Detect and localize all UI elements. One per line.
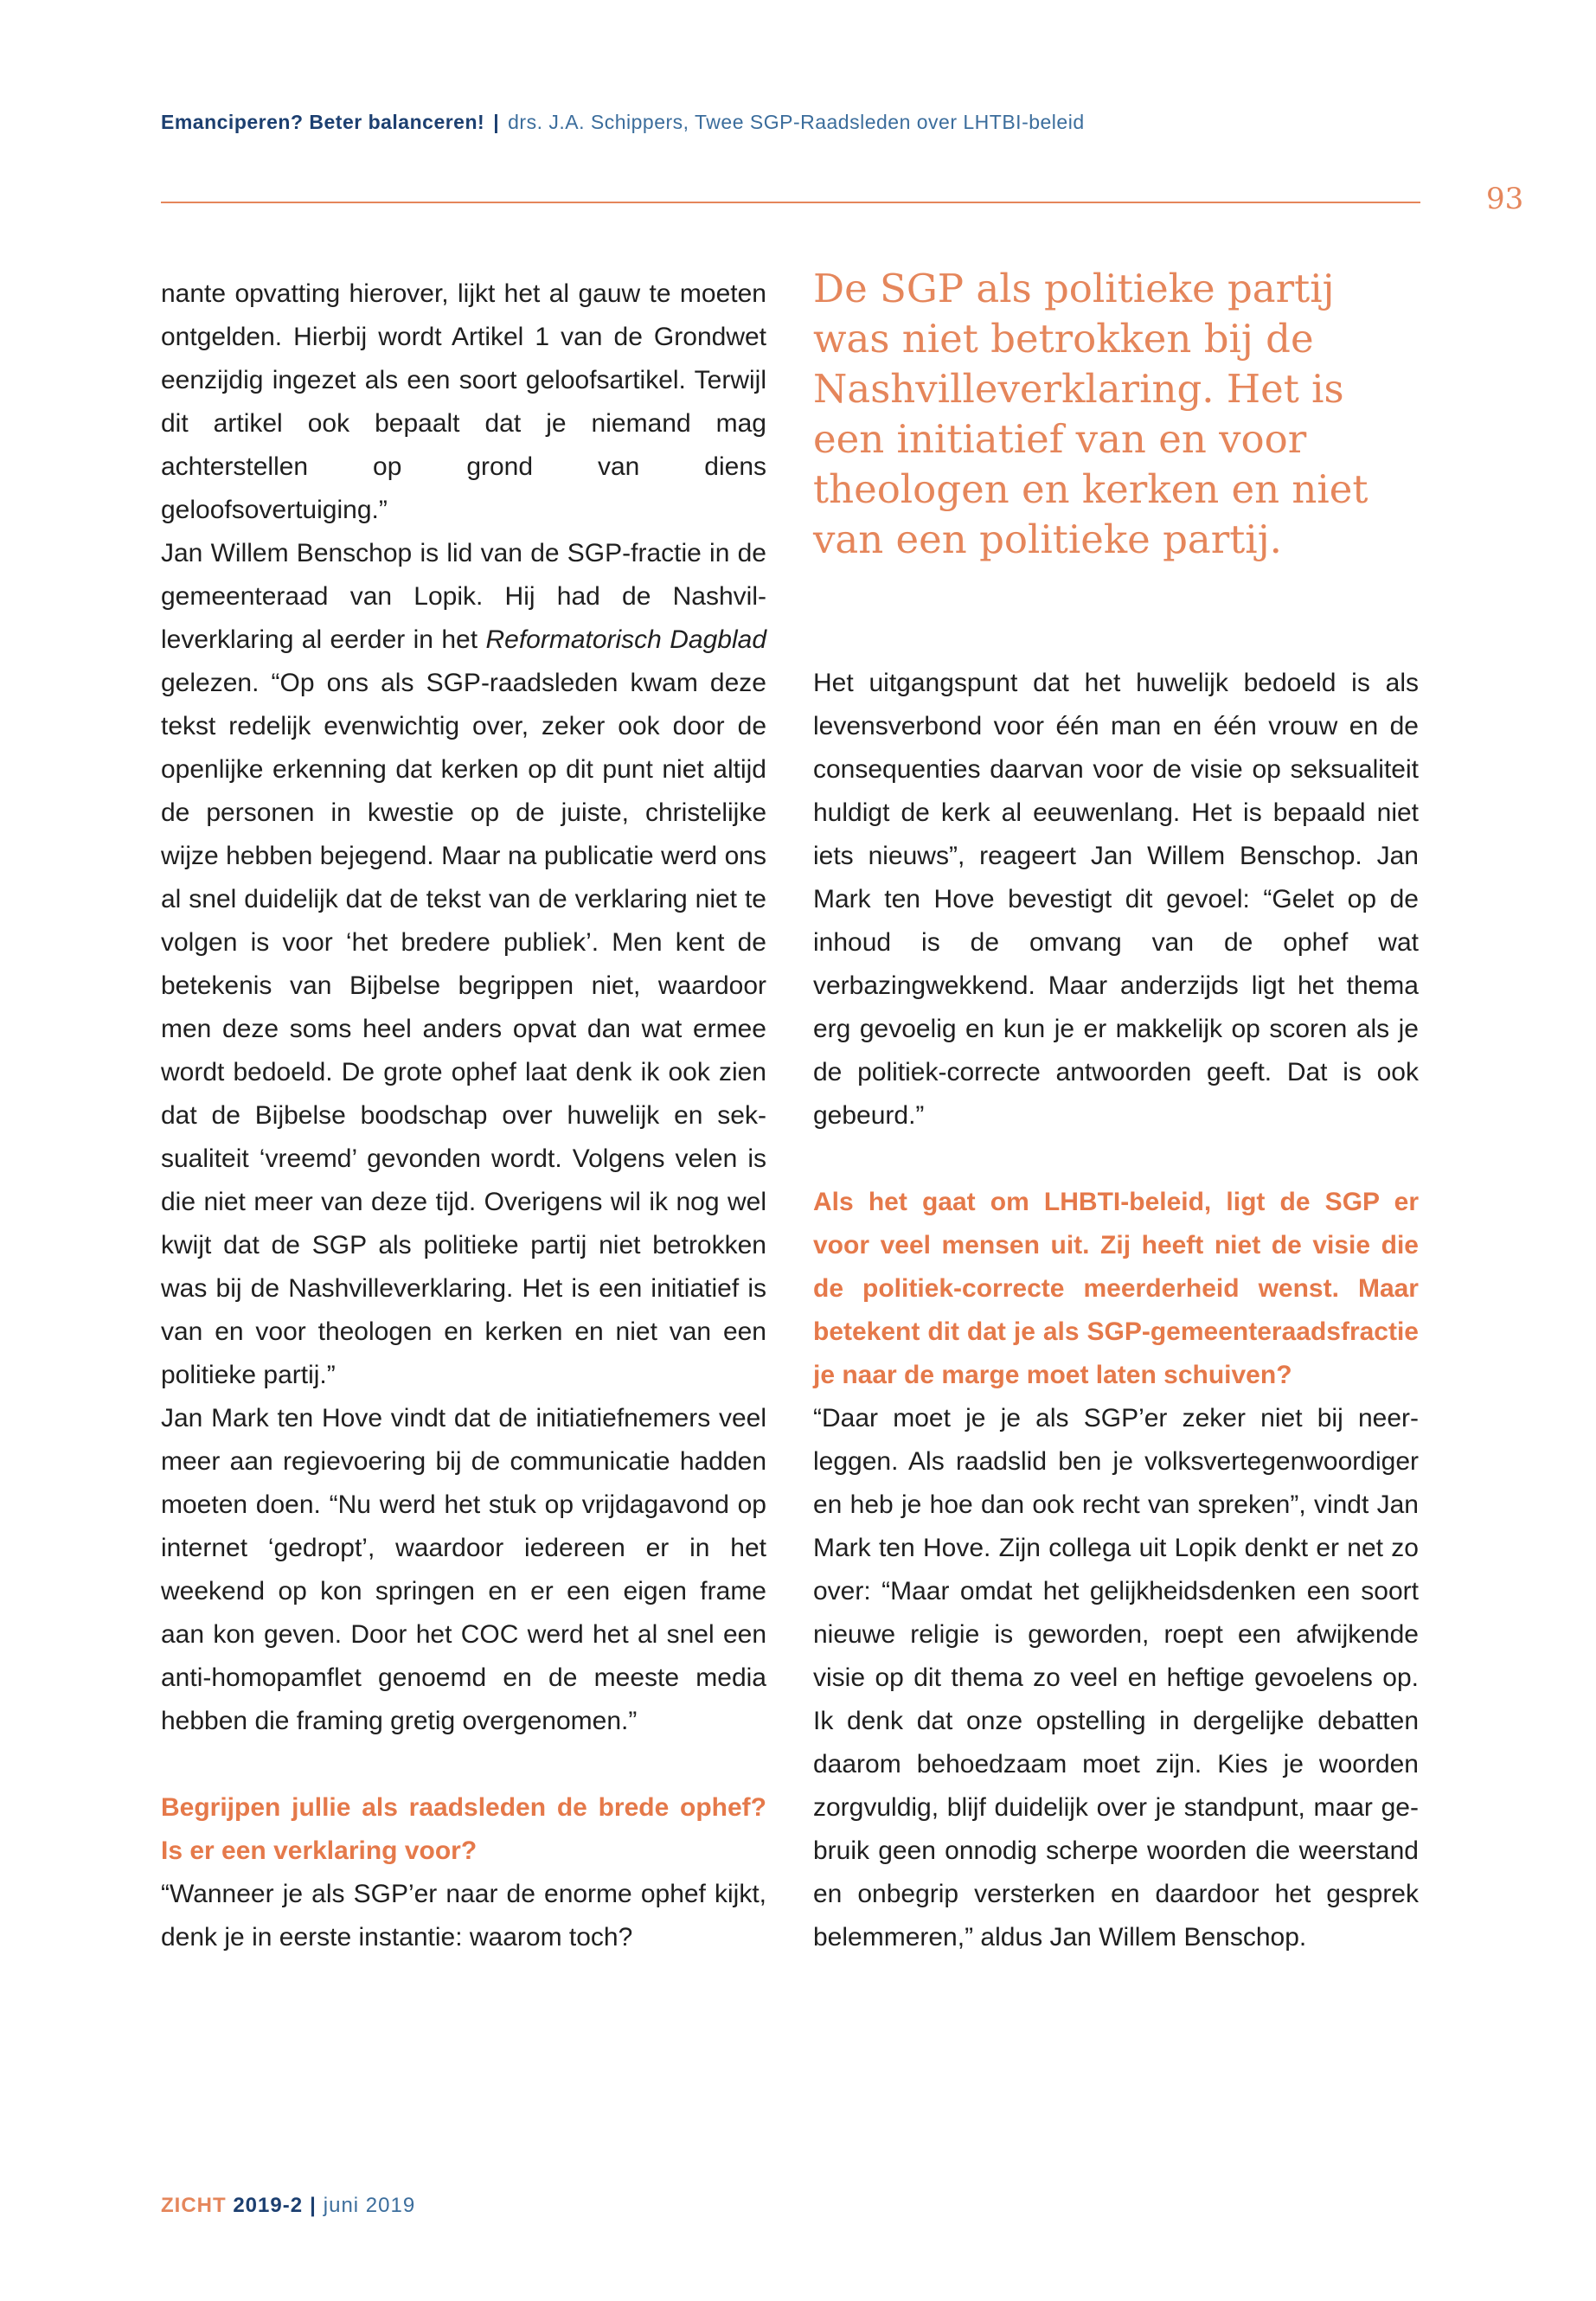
issue-date: juni 2019 bbox=[323, 2194, 416, 2217]
issue-number: 2019-2 bbox=[233, 2194, 304, 2217]
pull-quote-line: theologen en kerken en niet bbox=[813, 466, 1368, 512]
page-number: 93 bbox=[1486, 182, 1524, 216]
left-question: Begrijpen jullie als raadsleden de brede ophef? Is er een verklaring voor? bbox=[161, 1793, 766, 1865]
header-title: Emanciperen? Beter balanceren! bbox=[161, 111, 485, 133]
magazine-name: ZICHT bbox=[161, 2194, 227, 2217]
right-paragraph-2: “Daar moet je je als SGP’er zeker niet bij neerleggen. Als raadslid ben je volksvertegenwoordiger en heb je hoe dan ook recht van spreken”, vindt Jan Mark ten Hove. Zijn collega uit Lopik denkt er net zo over: “Maar omdat het gelijkheidsdenken een soort nieuwe religie is geworden, roept een afwijkende visie op dit thema zo veel en heftige gevoelens op. Ik denk dat onze opstelling in dergelijke debatten daarom behoedzaam moet zijn. Kies je woorden zorgvuldig, blijf duidelijk over je standpunt, maar gebruik geen onnodig scherpe woorden die weerstand en onbegrip versterken en daardoor het gesprek belemmeren,” aldus Jan Willem Benschop. bbox=[813, 1404, 1419, 1952]
spacer bbox=[161, 1743, 766, 1786]
left-paragraph-2-start: Jan Willem Benschop is lid van de SGP-fractie in de gemeenteraad van Lopik. Hij had de Nashvilleverklaring al eerder in het bbox=[161, 539, 766, 654]
header-separator: | bbox=[493, 111, 500, 133]
left-paragraph-4: “Wanneer je als SGP’er naar de enorme ophef kijkt, denk je in eerste instantie: waarom toch? bbox=[161, 1880, 766, 1952]
pull-quote-line: van een politieke partij. bbox=[813, 516, 1282, 562]
newspaper-title: Reformatorisch Dagblad bbox=[485, 625, 767, 654]
left-paragraph-1: nante opvatting hierover, lijkt het al gauw te moeten ontgelden. Hierbij wordt Artikel 1 van de Grondwet eenzijdig ingezet als een soort geloofsartikel. Terwijl dit artikel ook bepaalt dat je niemand mag achterstellen op grond van diens geloofsovertuiging.” bbox=[161, 279, 766, 524]
pull-quote-line: was niet betrokken bij de bbox=[813, 316, 1314, 362]
pull-quote-line: Nashvilleverklaring. Het is bbox=[813, 366, 1344, 412]
header-subtitle: drs. J.A. Schippers, Twee SGP-Raadsleden over LHTBI-beleid bbox=[508, 111, 1085, 133]
left-paragraph-2 bbox=[161, 532, 766, 1397]
right-paragraph-1: Het uitgangspunt dat het huwelijk bedoeld is als levensverbond voor één man en één vrouw en de consequenties daarvan voor de visie op seksualiteit huldigt de kerk al eeuwenlang. Het is bepaald niet iets nieuws”, reageert Jan Willem Benschop. Jan Mark ten Hove bevestigt dit gevoel: “Gelet op de inhoud is de omvang van de ophef wat verbazingwekkend. Maar anderzijds ligt het thema erg gevoelig en kun je er makkelijk op scoren als je de politiek-correcte antwoorden geeft. Dat is ook gebeurd.” bbox=[813, 669, 1419, 1130]
pull-quote bbox=[813, 264, 1436, 565]
left-paragraph-3: Jan Mark ten Hove vindt dat de initiatiefnemers veel meer aan regievoering bij de communicatie hadden moeten doen. “Nu werd het stuk op vrijdagavond op internet ‘gedropt’, waardoor iedereen er in het weekend op kon springen en er een eigen frame aan kon geven. Door het COC werd het al snel een anti-homopamflet genoemd en de meeste media hebben die framing gretig overgenomen.” bbox=[161, 1404, 766, 1735]
pull-quote-line: een initiatief van en voor bbox=[813, 416, 1307, 462]
right-question: Als het gaat om LHBTI-beleid, ligt de SGP er voor veel mensen uit. Zij heeft niet de visie die de politiek-correcte meerderheid wenst. Maar betekent dit dat je als SGP-gemeenteraadsfractie je naar de marge moet laten schuiven? bbox=[813, 1188, 1419, 1389]
footer bbox=[161, 2194, 415, 2218]
left-column bbox=[161, 272, 766, 1959]
running-header bbox=[161, 111, 1424, 134]
footer-separator: | bbox=[310, 2194, 317, 2217]
spacer bbox=[813, 1138, 1419, 1181]
right-column bbox=[813, 662, 1419, 1959]
header-rule bbox=[161, 202, 1420, 203]
pull-quote-line: De SGP als politieke partij bbox=[813, 266, 1335, 311]
left-paragraph-2-end: gelezen. “Op ons als SGP-raadsleden kwam deze tekst redelijk evenwichtig over, zeker ook door de openlijke erkenning dat kerken op dit punt niet altijd de personen in kwestie op de juiste, christelijke wijze hebben bejegend. Maar na publicatie werd ons al snel duidelijk dat de tekst van de verklaring niet te volgen is voor ‘het bredere publiek’. Men kent de betekenis van Bijbelse begrippen niet, waardoor men deze soms heel anders opvat dan wat ermee wordt bedoeld. De grote ophef laat denk ik ook zien dat de Bijbelse boodschap over huwelijk en seksualiteit ‘vreemd’ gevonden wordt. Volgens velen is die niet meer van deze tijd. Overigens wil ik nog wel kwijt dat de SGP als politieke partij niet betrokken was bij de Nashvilleverklaring. Het is een initiatief is van en voor theologen en kerken en niet van een politieke partij.” bbox=[161, 669, 766, 1389]
